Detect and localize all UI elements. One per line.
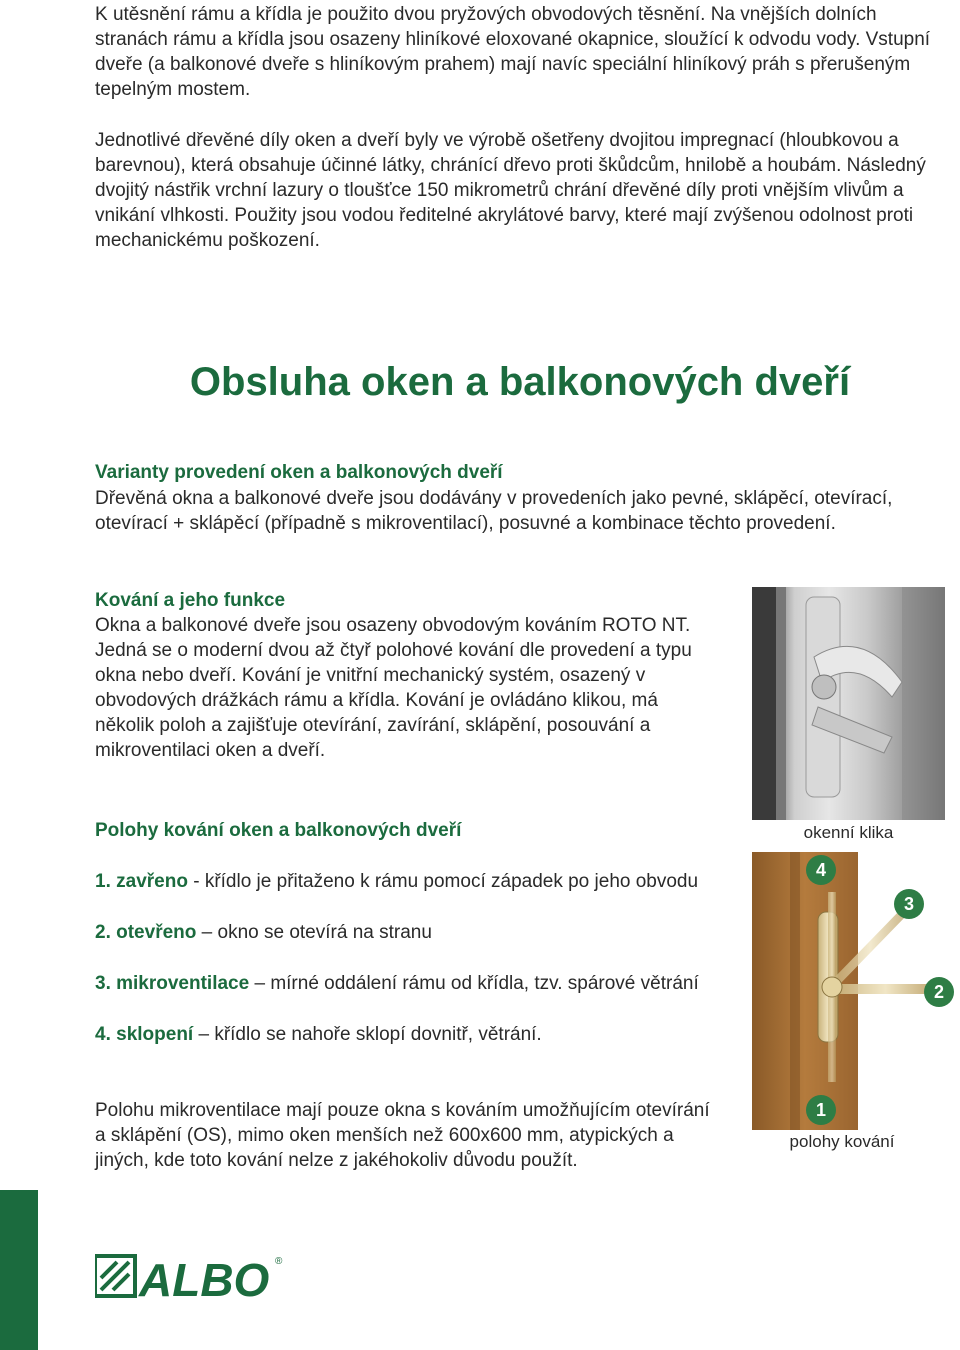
position-badge-2: 2 [924,977,954,1007]
position-label: 4. sklopení [95,1024,194,1045]
position-item-tilt [95,1022,735,1047]
position-item-open [95,920,735,945]
position-desc: - křídlo je přitaženo k rámu pomocí západek po jeho obvodu [187,871,699,892]
position-label: 1. zavřeno [95,871,188,892]
position-label: 3. mikroventilace [95,973,250,994]
kovani-text: Okna a balkonové dveře jsou osazeny obvodovým kováním ROTO NT. Jedná se o moderní dvou až čtyř polohové kování dle provedení a typu okna nebo dveří. Kování je vnitřní mechanický systém, osazený v obvodových drážkách rámu a křídla. Kování je ovládáno klikou, má několik poloh a zajišťuje otevírání, zavírání, sklápění, posouvání a mikroventilaci oken a dveří. [95,615,692,761]
variants-text: Dřevěná okna a balkonové dveře jsou dodávány v provedeních jako pevné, sklápěcí, otevírací, otevírací + sklápěcí (případně s mikroventilací), posuvné a kombinace těchto provedení. [95,488,893,534]
microventilation-note: Polohu mikroventilace mají pouze okna s kováním umožňujícím otevírání a sklápění (OS), mimo oken menších než 600x600 mm, atypických a jiných, kde toto kování nelze z jakéhokoliv důvodu použít. [95,1100,710,1171]
positions-caption: polohy kování [789,1132,895,1151]
albo-logo-mark [95,1250,295,1304]
kovani-heading: Kování a jeho funkce [95,590,286,611]
svg-text:ALBO: ALBO [139,1254,270,1304]
polohy-heading: Polohy kování oken a balkonových dveří [95,820,462,841]
page-title: Obsluha oken a balkonových dveří [189,360,851,404]
window-handle-photo [752,587,945,820]
handle-caption: okenní klika [803,823,894,842]
position-badge-4: 4 [806,855,836,885]
intro-paragraph-2: Jednotlivé dřevěné díly oken a dveří byly ve výrobě ošetřeny dvojitou impregnací (hloubkovou a barevnou), která obsahuje účinné látky, chránící dřevo proti škůdcům, hnilobě a houbám. Následný dvojitý nástřik vrchní lazury o tloušťce 150 mikrometrů chrání dřevěné díly proti vnějším vlivům a vnikání vlhkosti. Použity jsou vodou ředitelné akrylátové barvy, které mají zvýšenou odolnost proti mechanickému poškození. [95,130,926,251]
intro-paragraph-1: K utěsnění rámu a křídla je použito dvou pryžových obvodových těsnění. Na vnějších dolních stranách rámu a křídla jsou osazeny hliníkové eloxované okapnice, sloužící k odvodu vody. Vstupní dveře (a balkonové dveře s hliníkovým prahem) mají navíc speciální hliníkový práh s přerušeným tepelným mostem. [95,4,931,100]
variants-heading: Varianty provedení oken a balkonových dveří [95,462,503,483]
position-label: 2. otevřeno [95,922,197,943]
position-badge-1: 1 [806,1095,836,1125]
window-handle-illustration [752,587,945,820]
position-item-microventilation [95,971,735,996]
albo-logo [95,1250,295,1304]
position-desc: – mírné oddálení rámu od křídla, tzv. spárové větrání [249,973,699,994]
side-accent-bar [0,1190,38,1350]
position-desc: – křídlo se nahoře sklopí dovnitř, větrání. [193,1024,542,1045]
position-item-closed [95,869,735,894]
svg-text:®: ® [275,1256,283,1267]
position-desc: – okno se otevírá na stranu [196,922,432,943]
position-badge-3: 3 [894,889,924,919]
